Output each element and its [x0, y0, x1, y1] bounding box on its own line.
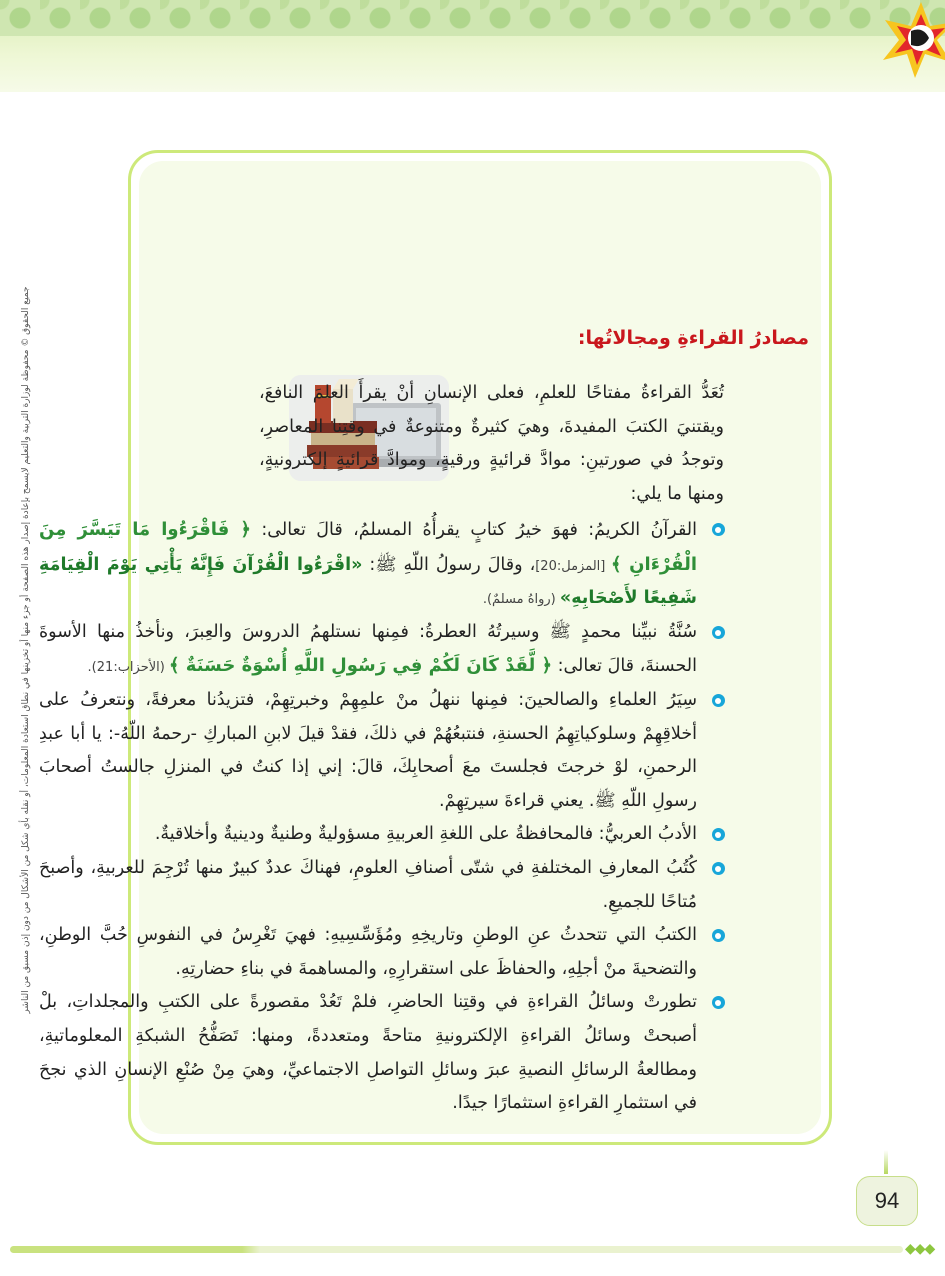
- bullet-icon: [712, 694, 725, 707]
- bullet-icon: [712, 929, 725, 942]
- list-item-sunnah: [39, 616, 725, 684]
- footer-line: [10, 1246, 903, 1253]
- bullet-icon: [712, 828, 725, 841]
- reading-sources-list: [39, 513, 725, 1121]
- quran-reference: [المزمل:20]: [535, 558, 611, 574]
- scholars-text: سِيَرُ العلماءِ والصالحينَ: فمِنها ننهلُ منْ علمِهِمْ وخبرتِهِمْ، فتزيدُنا معرفةً، ونتعرفُ على أخلاقِهِمْ وسلوكياتِهِمُ الحسنةِ، فنتبعُهُمْ في ذلكَ، فقدْ قيلَ لابنِ المباركِ -رحمهُ اللّهُ-: يا أبا عبدِ الرحمنِ، لوْ خرجتَ فجلستَ معَ أصحابِكَ، قالَ: إني إذا كنتُ في المنزلِ جالستُ أصحابَ رسولِ اللّهِ ﷺ. يعني قراءةَ سيرتِهِمْ.: [39, 689, 697, 811]
- bullet-icon: [712, 996, 725, 1009]
- footer-dots-icon: ◆◆◆: [905, 1241, 935, 1257]
- quran-text-2: ، وقالَ رسولُ اللّهِ ﷺ:: [362, 554, 536, 575]
- literature-text: الأدبُ العربيُّ: فالمحافظةُ على اللغةِ العربيةِ مسؤوليةٌ وطنيةٌ ودينيةٌ وأخلاقيةٌ.: [154, 824, 697, 845]
- hadith-reference: (رواهُ مسلمٌ).: [482, 592, 560, 608]
- list-item-arabic-literature: [39, 818, 725, 852]
- homeland-text: الكتبُ التي تتحدثُ عنِ الوطنِ وتاريخِهِ ومُؤَسِّسِيهِ: فهيَ تَغْرِسُ في النفوسِ حُبَّ الوطنِ، والتضحيةَ منْ أجلِهِ، والحفاظَ على استقرارِهِ، والمساهمةَ في بناءِ حضارتِهِ.: [39, 925, 697, 979]
- copyright-text: جميع الحقوق © محفوظة لوزارة التربية والتعليم لايسمح بإعادة إصدار هذه الصفحة أو جزء منها أو تخزينها في نطاق استعادة المعلومات، أو نقله بأي شكل من الأشكال من دون إذن مسبق من الناشر: [21, 286, 31, 1014]
- header-pattern: [0, 0, 945, 36]
- sunnah-reference: (الأحزاب:21).: [87, 660, 169, 676]
- sunnah-text: سُنَّةُ نبيِّنا محمدٍ ﷺ وسيرتُهُ العطرةُ: فمِنها نستلهمُ الدروسَ والعِبرَ، ونأخذُ منها الأسوةَ الحسنةَ، قالَ تعالى:: [39, 621, 697, 677]
- flower-ornament-icon: [875, 0, 945, 90]
- bullet-icon: [712, 523, 725, 536]
- knowledge-text: كُتُبُ المعارفِ المختلفةِ في شتّى أصنافِ العلومِ، فهناكَ عددٌ كبيرٌ منها تُرْجِمَ للعربيةِ، وأصبحَ مُتاحًا للجميعِ.: [39, 857, 697, 912]
- list-item-homeland-books: [39, 919, 725, 986]
- electronic-text: تطورتْ وسائلُ القراءةِ في وقتِنا الحاضرِ، فلمْ تَعُدْ مقصورةً على الكتبِ والمجلداتِ، بلْ أصبحتْ وسائلُ القراءةِ الإلكترونيةِ متاحةً ومتعددةً، ومنها: تَصَفُّحُ الشبكةِ المعلوماتيةِ، ومطالعةُ الرسائلِ النصيةِ عبرَ وسائلِ التواصلِ الاجتماعيِّ، وهيَ مِنْ صُنْعِ الإنسانِ الذي نجحَ في استثمارِ القراءةِ استثمارًا جيدًا.: [39, 992, 697, 1114]
- list-item-knowledge-books: [39, 852, 725, 919]
- hadith-text: «اقْرَءُوا الْقُرْآنَ فَإِنَّهُ يَأْتِي يَوْمَ الْقِيَامَةِ شَفِيعًا لأَصْحَابِهِ»: [39, 554, 697, 609]
- sunnah-verse: ﴿ لَّقَدْ كَانَ لَكُمْ فِي رَسُولِ اللَّهِ أُسْوَةٌ حَسَنَةٌ ﴾: [168, 655, 553, 677]
- header-decoration: [0, 0, 945, 92]
- list-item-electronic-reading: [39, 986, 725, 1120]
- intro-paragraph: تُعَدُّ القراءةُ مفتاحًا للعلمِ، فعلى الإنسانِ أنْ يقرأَ العلمَ النافعَ، ويقتنيَ الكتبَ المفيدةَ، وهيَ كثيرةٌ ومتنوعةٌ في وقتِنا المعاصرِ، وتوجدُ في صورتينِ: موادَّ قرائيةٍ ورقيةٍ، وموادَّ قرائيةٍ إلكترونيةٍ، ومنها ما يلي:: [259, 383, 724, 504]
- bullet-icon: [712, 862, 725, 875]
- list-item-quran: [39, 513, 725, 616]
- list-item-scholars: [39, 684, 725, 818]
- content-card: [39, 150, 832, 1145]
- quran-text: القرآنُ الكريمُ: فهوَ خيرُ كتابٍ يقرأُهُ المسلمُ، قالَ تعالى:: [250, 520, 697, 540]
- page-number: 94: [856, 1176, 918, 1226]
- quran-verse: ﴿ فَاقْرَءُوا مَا تَيَسَّرَ مِنَ الْقُرْءَانِ ﴾: [39, 519, 698, 575]
- bullet-icon: [712, 626, 725, 639]
- page-number-stem: [884, 1150, 888, 1174]
- section-title: مصادرُ القراءةِ ومجالاتُها:: [577, 327, 809, 349]
